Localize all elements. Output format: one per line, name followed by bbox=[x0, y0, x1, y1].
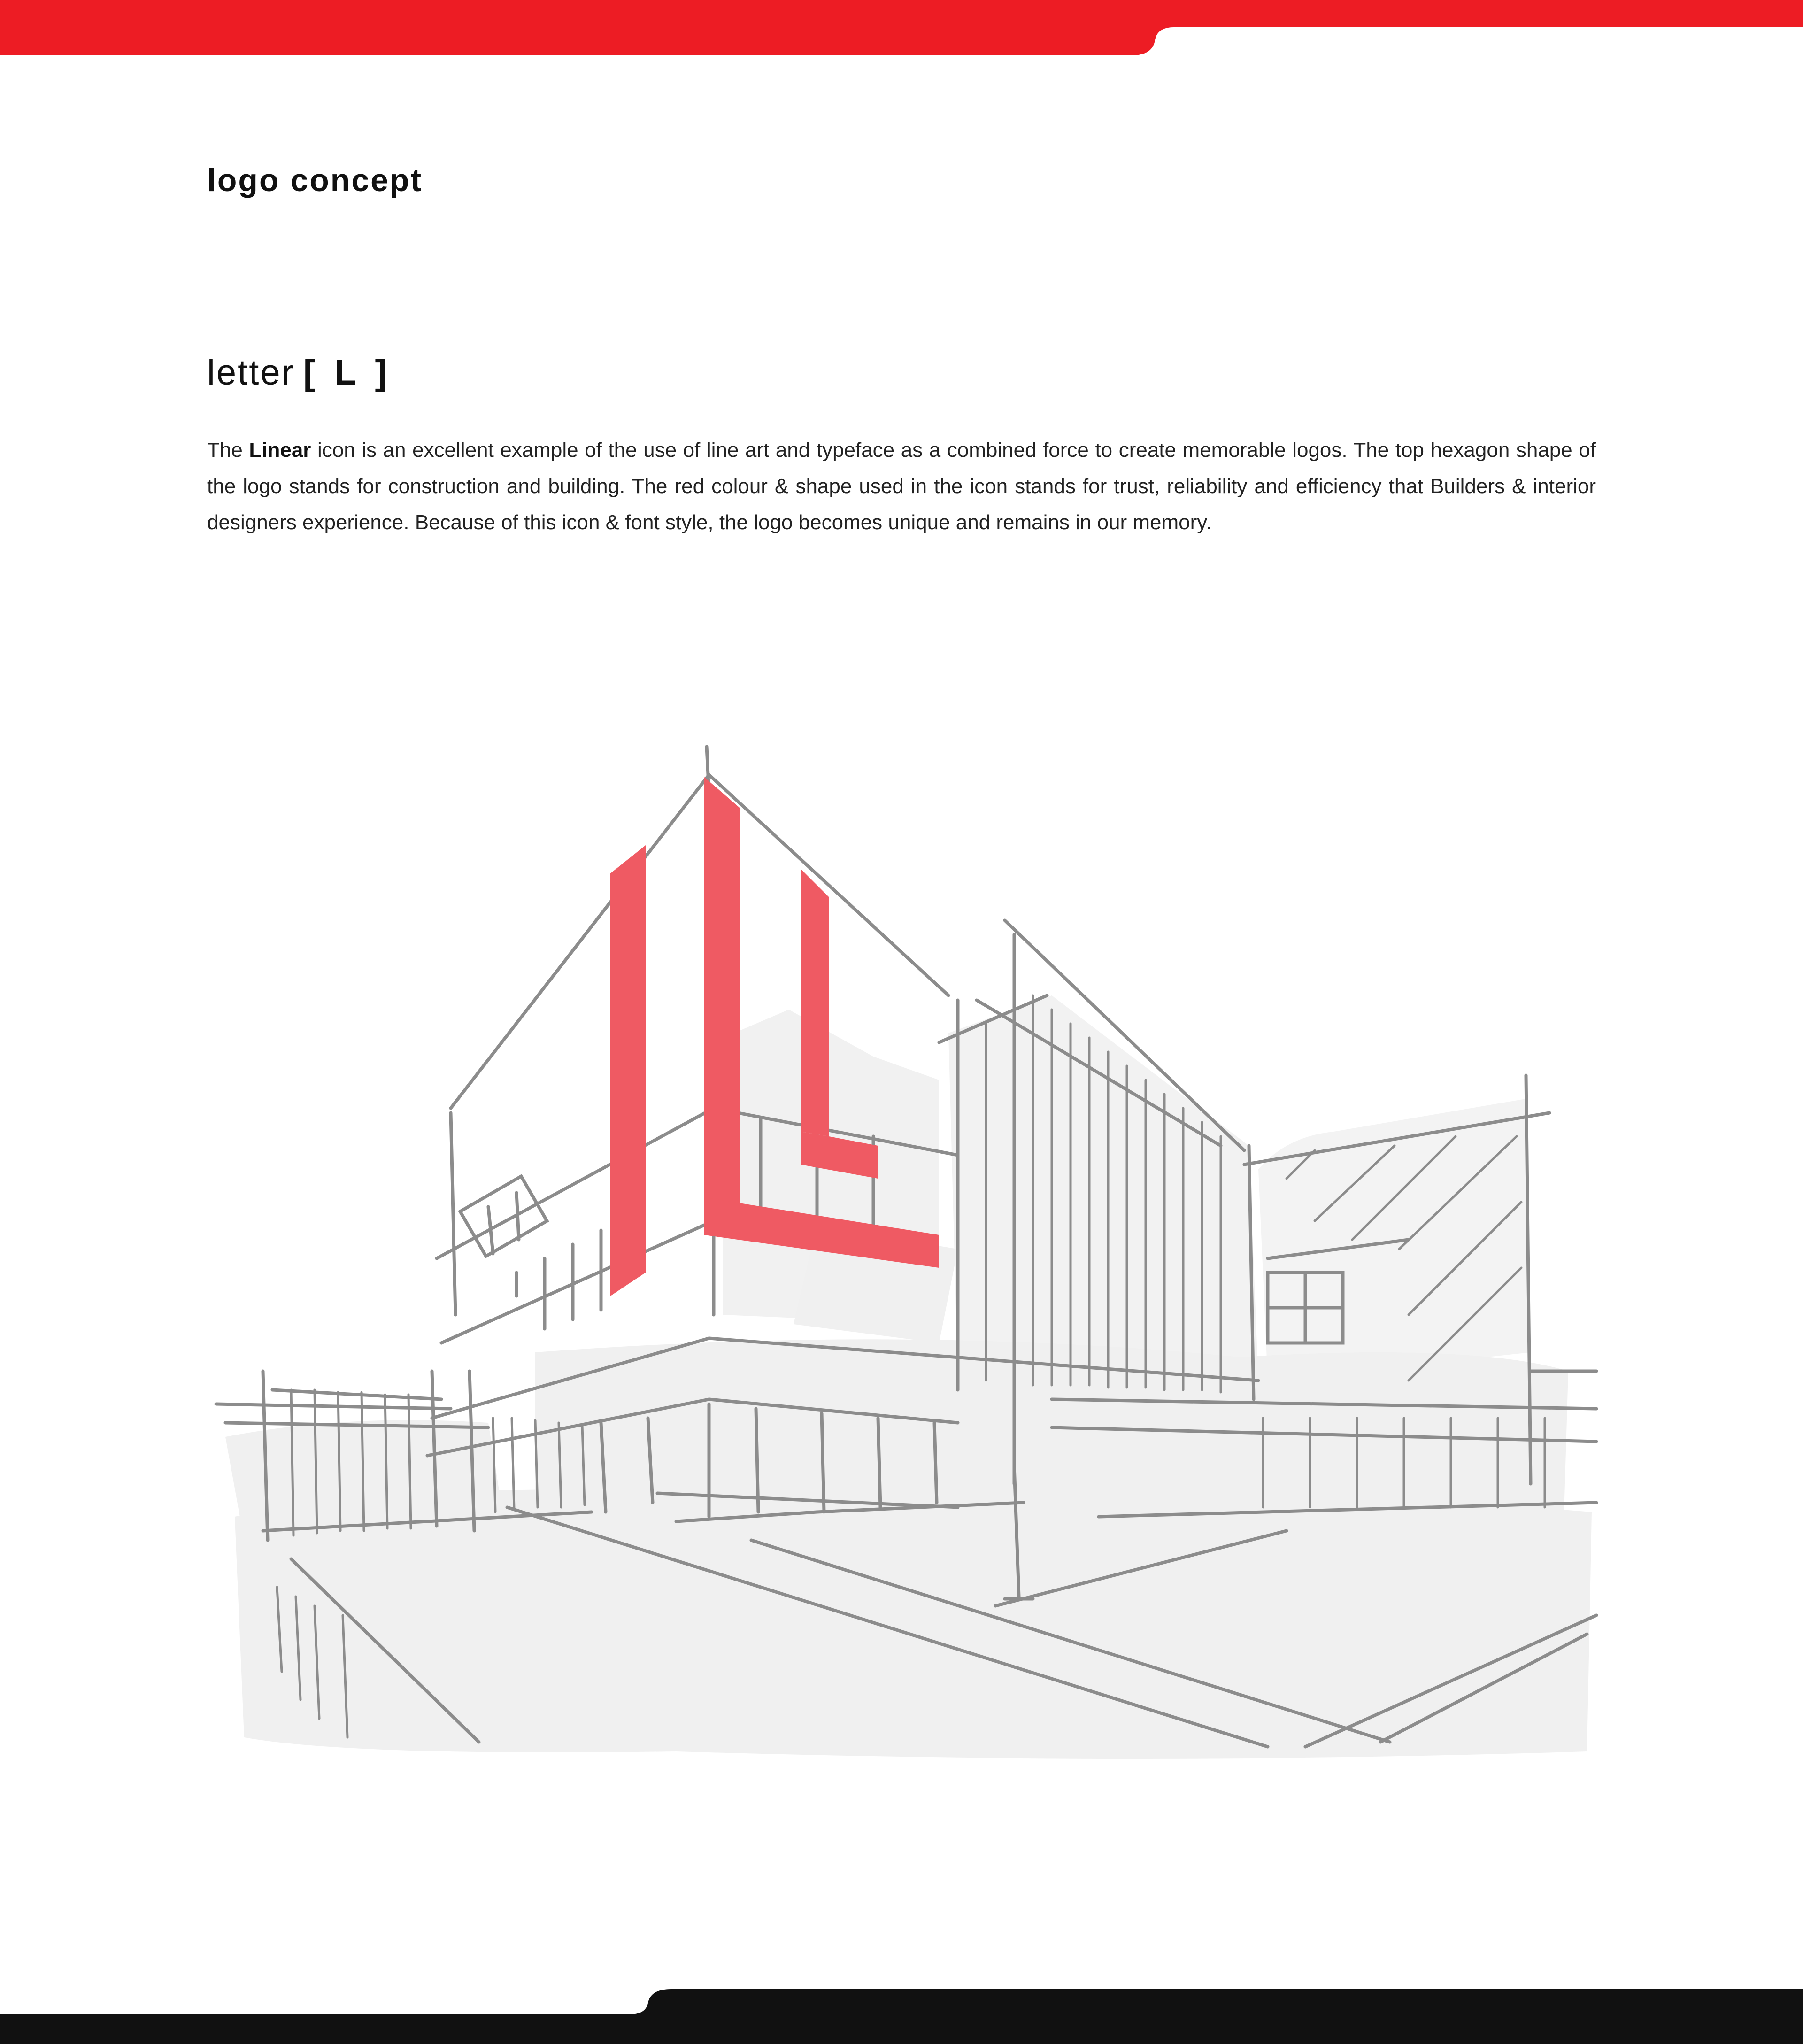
sketch-shading bbox=[225, 995, 1592, 1759]
concept-description bbox=[207, 432, 1596, 540]
subtitle-prefix: letter bbox=[207, 353, 295, 393]
letter-subtitle bbox=[207, 352, 392, 393]
building-sketch-illustration bbox=[207, 733, 1606, 1766]
top-accent-band bbox=[0, 0, 1803, 59]
letter-label: [ L ] bbox=[303, 353, 392, 393]
description-body: icon is an excellent example of the use of line art and typeface as a combined force to create memorable logos. The top hexagon shape of the logo stands for construction and building. The red colour & shape used in the icon stands for trust, reliability and efficiency that Builders & interior designers experience. Because of this icon & font style, the logo becomes unique and remains in our memory. bbox=[207, 439, 1596, 534]
section-title: logo concept bbox=[207, 162, 423, 198]
brand-name: Linear bbox=[249, 439, 311, 462]
bottom-accent-band bbox=[0, 1985, 1803, 2044]
description-intro: The bbox=[207, 439, 249, 462]
